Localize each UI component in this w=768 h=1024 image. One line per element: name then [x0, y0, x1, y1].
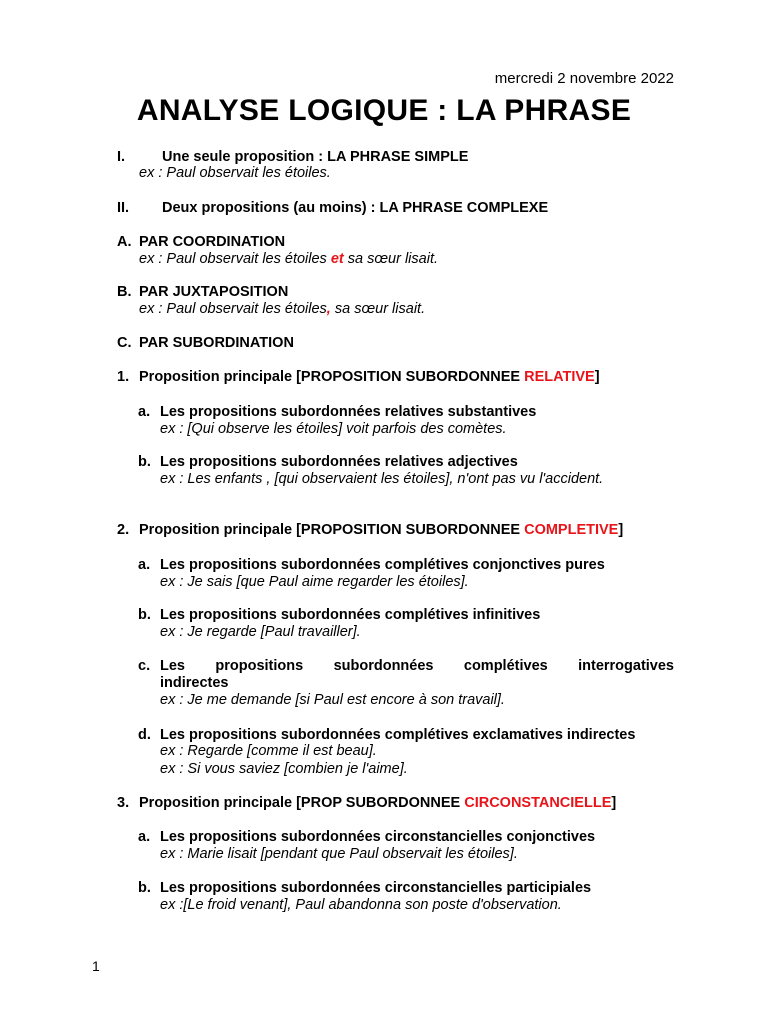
subsection-2-text: Proposition principale [PROPOSITION SUBORDONNEE: [139, 522, 525, 538]
item-3a-text: Les propositions subordonnées circonstancielles conjonctives: [160, 829, 596, 845]
item-3a-example: ex : Marie lisait [pendant que Paul observait les étoiles].: [160, 846, 518, 862]
section-A-example-start: ex : Paul observait les étoiles: [139, 251, 331, 267]
section-A-heading: [117, 234, 285, 250]
item-2a-example: ex : Je sais [que Paul aime regarder les étoiles].: [160, 574, 469, 590]
section-C-label: C.: [117, 335, 132, 351]
subsection-3-highlight: CIRCONSTANCIELLE: [464, 795, 612, 811]
section-C-text: PAR SUBORDINATION: [139, 335, 294, 351]
subsection-3-label: 3.: [117, 795, 130, 811]
item-2c-example: ex : Je me demande [si Paul est encore à son travail].: [160, 692, 505, 708]
item-2b-heading: [138, 607, 540, 623]
subsection-2-highlight: COMPLETIVE: [524, 522, 619, 538]
subsection-2-heading: [117, 522, 623, 538]
subsection-1-highlight: RELATIVE: [524, 369, 595, 385]
section-B-heading: [117, 284, 288, 300]
item-1a-heading: [138, 404, 536, 420]
item-1a-label: a.: [138, 404, 151, 420]
section-B-example-highlight: ,: [326, 301, 331, 317]
item-1b-text: Les propositions subordonnées relatives adjectives: [160, 454, 518, 470]
section-2-text: Deux propositions (au moins) : LA PHRASE COMPLEXE: [162, 200, 549, 216]
section-B-example: [139, 301, 425, 317]
item-3b-example: ex :[Le froid venant], Paul abandonna son poste d'observation.: [160, 897, 562, 913]
section-1-example: ex : Paul observait les étoiles.: [139, 165, 331, 181]
item-3a-heading: [138, 829, 595, 845]
item-1b-label: b.: [138, 454, 151, 470]
item-3b-label: b.: [138, 880, 151, 896]
item-2d-heading: [138, 727, 635, 743]
subsection-2-close: ]: [618, 522, 624, 538]
section-A-example-highlight: et: [330, 251, 344, 267]
subsection-1-close: ]: [594, 369, 600, 385]
item-2d-example-1: ex : Regarde [comme il est beau].: [160, 743, 377, 759]
item-2a-text: Les propositions subordonnées complétives conjonctives pures: [160, 557, 605, 573]
section-1-label: I.: [117, 149, 126, 165]
page-title: ANALYSE LOGIQUE : LA PHRASE: [136, 94, 632, 127]
section-B-text: PAR JUXTAPOSITION: [139, 284, 289, 300]
subsection-3-text: Proposition principale [PROP SUBORDONNEE: [139, 795, 465, 811]
section-B-example-start: ex : Paul observait les étoiles: [139, 301, 327, 317]
item-2d-example-2: ex : Si vous saviez [combien je l'aime].: [160, 761, 408, 777]
item-2c-text-continued: indirectes: [160, 675, 229, 691]
item-1a-example: ex : [Qui observe les étoiles] voit parfois des comètes.: [160, 421, 507, 437]
item-3a-label: a.: [138, 829, 151, 845]
item-2d-label: d.: [138, 727, 151, 743]
subsection-1-text: Proposition principale [PROPOSITION SUBORDONNEE: [139, 369, 525, 385]
section-B-example-end: sa sœur lisait.: [330, 301, 426, 317]
section-A-label: A.: [117, 234, 132, 250]
item-2b-example: ex : Je regarde [Paul travailler].: [160, 624, 361, 640]
subsection-1-heading: [117, 369, 600, 385]
page-number: 1: [92, 958, 100, 974]
subsection-3-heading: [117, 795, 616, 811]
subsection-1-label: 1.: [117, 369, 130, 385]
subsection-2-label: 2.: [117, 522, 130, 538]
section-2-heading: [117, 200, 548, 216]
item-2b-label: b.: [138, 607, 151, 623]
item-3b-heading: [138, 880, 591, 896]
item-2d-text: Les propositions subordonnées complétives exclamatives indirectes: [160, 727, 636, 743]
section-A-example-end: sa sœur lisait.: [343, 251, 438, 267]
item-1b-example: ex : Les enfants , [qui observaient les étoiles], n'ont pas vu l'accident.: [160, 471, 604, 487]
item-2a-label: a.: [138, 557, 151, 573]
item-2a-heading: [138, 557, 605, 573]
subsection-3-close: ]: [611, 795, 617, 811]
section-1-text: Une seule proposition : LA PHRASE SIMPLE: [162, 149, 469, 165]
item-2b-text: Les propositions subordonnées complétives infinitives: [160, 607, 541, 623]
item-2c-label: c.: [138, 658, 151, 674]
section-2-label: II.: [117, 200, 130, 216]
document-date: mercredi 2 novembre 2022: [494, 70, 674, 87]
section-A-example: [139, 251, 438, 267]
item-3b-text: Les propositions subordonnées circonstancielles participiales: [160, 880, 592, 896]
item-1a-text: Les propositions subordonnées relatives substantives: [160, 404, 537, 420]
section-1-heading: [117, 149, 468, 165]
item-2c-text: Les propositions subordonnées complétives interrogatives: [160, 658, 674, 674]
item-2c-heading: [138, 658, 674, 674]
section-B-label: B.: [117, 284, 132, 300]
section-C-heading: [117, 335, 294, 351]
section-A-text: PAR COORDINATION: [139, 234, 286, 250]
item-1b-heading: [138, 454, 518, 470]
